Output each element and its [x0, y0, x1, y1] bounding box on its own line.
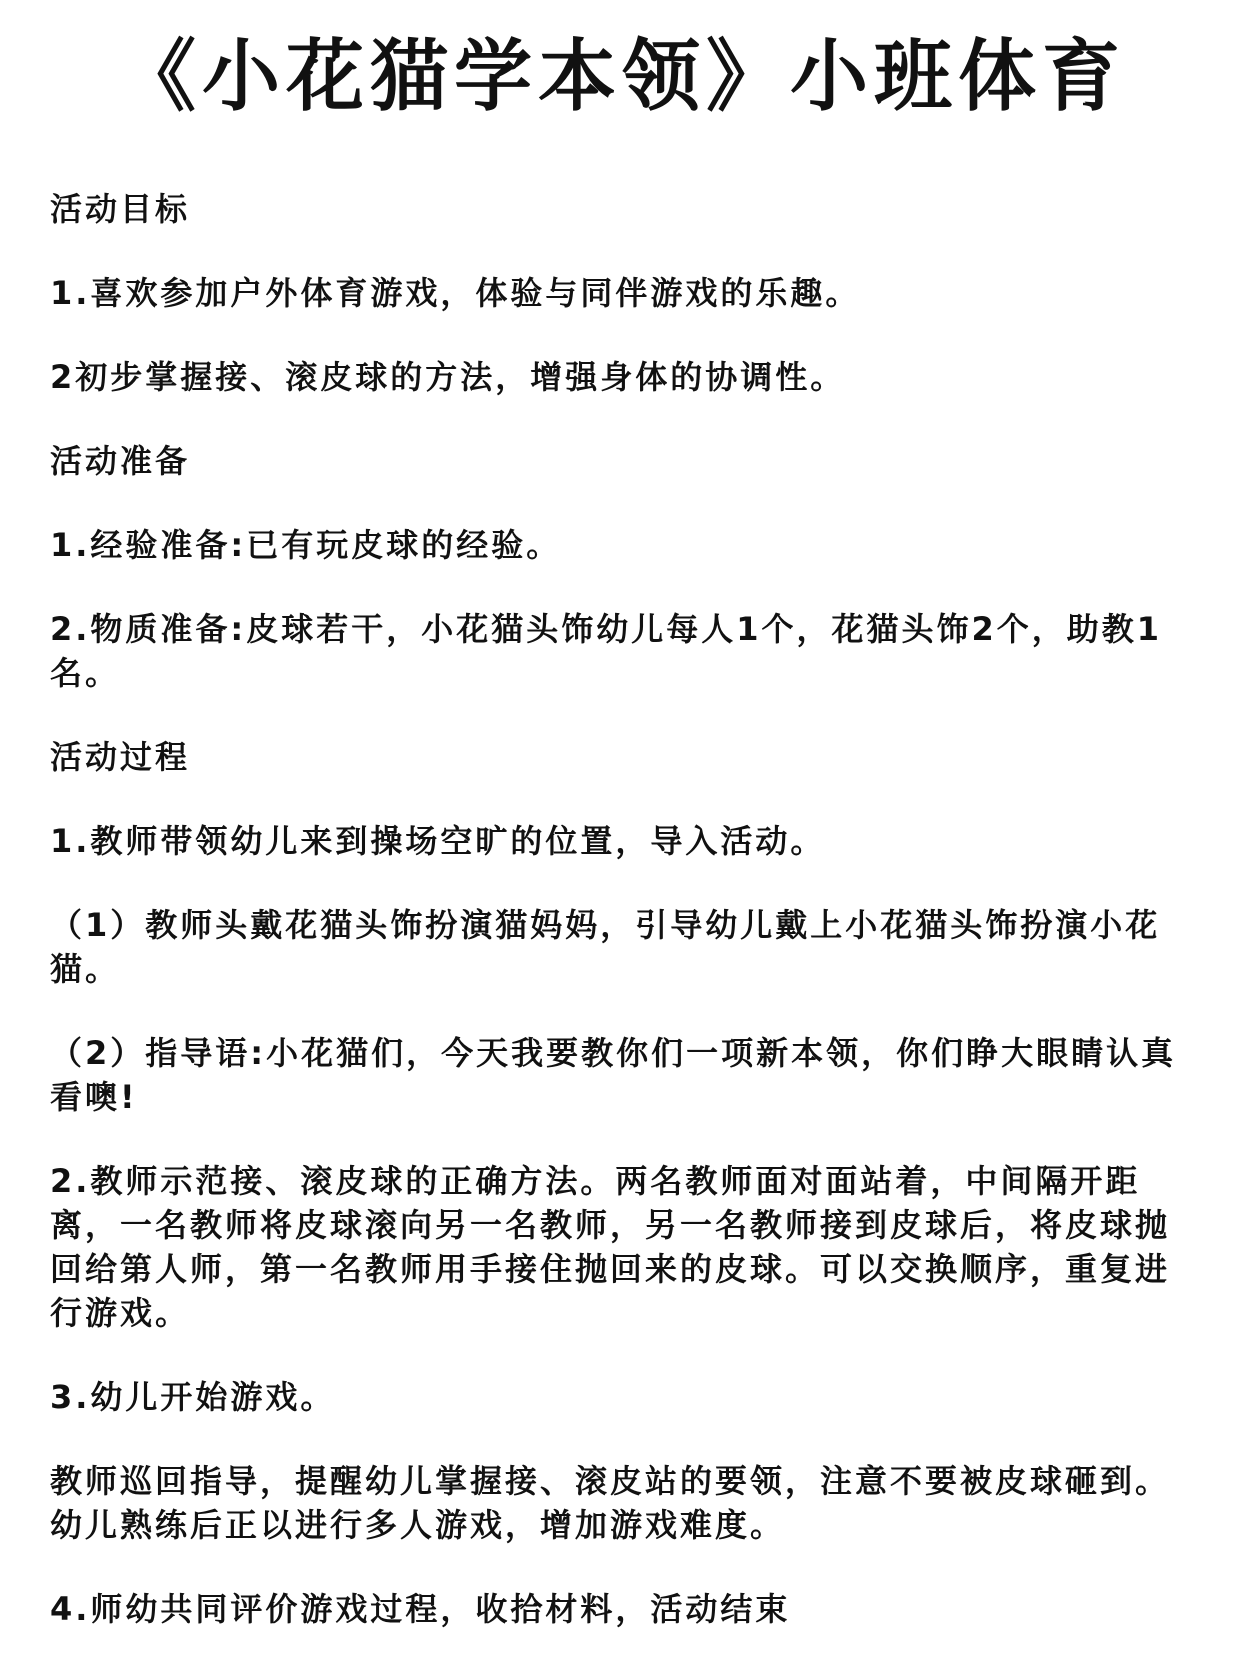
process-item-1: 1.教师带领幼儿来到操场空旷的位置，导入活动。 [50, 822, 826, 860]
section-heading-goals: 活动目标 [50, 190, 191, 228]
goal-item-1: 1.喜欢参加户外体育游戏，体验与同伴游戏的乐趣。 [50, 274, 861, 312]
preparation-item-1: 1.经验准备:已有玩皮球的经验。 [50, 526, 562, 564]
document-body [50, 187, 1194, 1631]
document-title: 《小花猫学本领》小班体育 [117, 32, 1126, 122]
section-heading-preparation: 活动准备 [50, 442, 191, 480]
preparation-item-2: 2.物质准备:皮球若干，小花猫头饰幼儿每人1个，花猫头饰2个，助教1名。 [50, 610, 1163, 692]
goal-item-2: 2初步掌握接、滚皮球的方法，增强身体的协调性。 [50, 358, 846, 396]
process-item-3: 3.幼儿开始游戏。 [50, 1378, 336, 1416]
process-item-1-sub-1: （1）教师头戴花猫头饰扮演猫妈妈，引导幼儿戴上小花猫头饰扮演小花猫。 [50, 906, 1161, 988]
process-item-2: 2.教师示范接、滚皮球的正确方法。两名教师面对面站着，中间隔开距离，一名教师将皮球滚向另一名教师，另一名教师接到皮球后，将皮球抛回给第人师，第一名教师用手接住抛回来的皮球。可以交换顺序，重复进行游戏。 [50, 1162, 1171, 1332]
process-item-4: 4.师幼共同评价游戏过程，收拾材料，活动结束 [50, 1590, 791, 1628]
process-item-1-sub-2: （2）指导语:小花猫们，今天我要教你们一项新本领，你们睁大眼睛认真看噢! [50, 1034, 1177, 1116]
process-item-3-guidance: 教师巡回指导，提醒幼儿掌握接、滚皮站的要领，注意不要被皮球砸到。幼儿熟练后正以进行多人游戏，增加游戏难度。 [50, 1462, 1171, 1544]
section-heading-process: 活动过程 [50, 738, 191, 776]
